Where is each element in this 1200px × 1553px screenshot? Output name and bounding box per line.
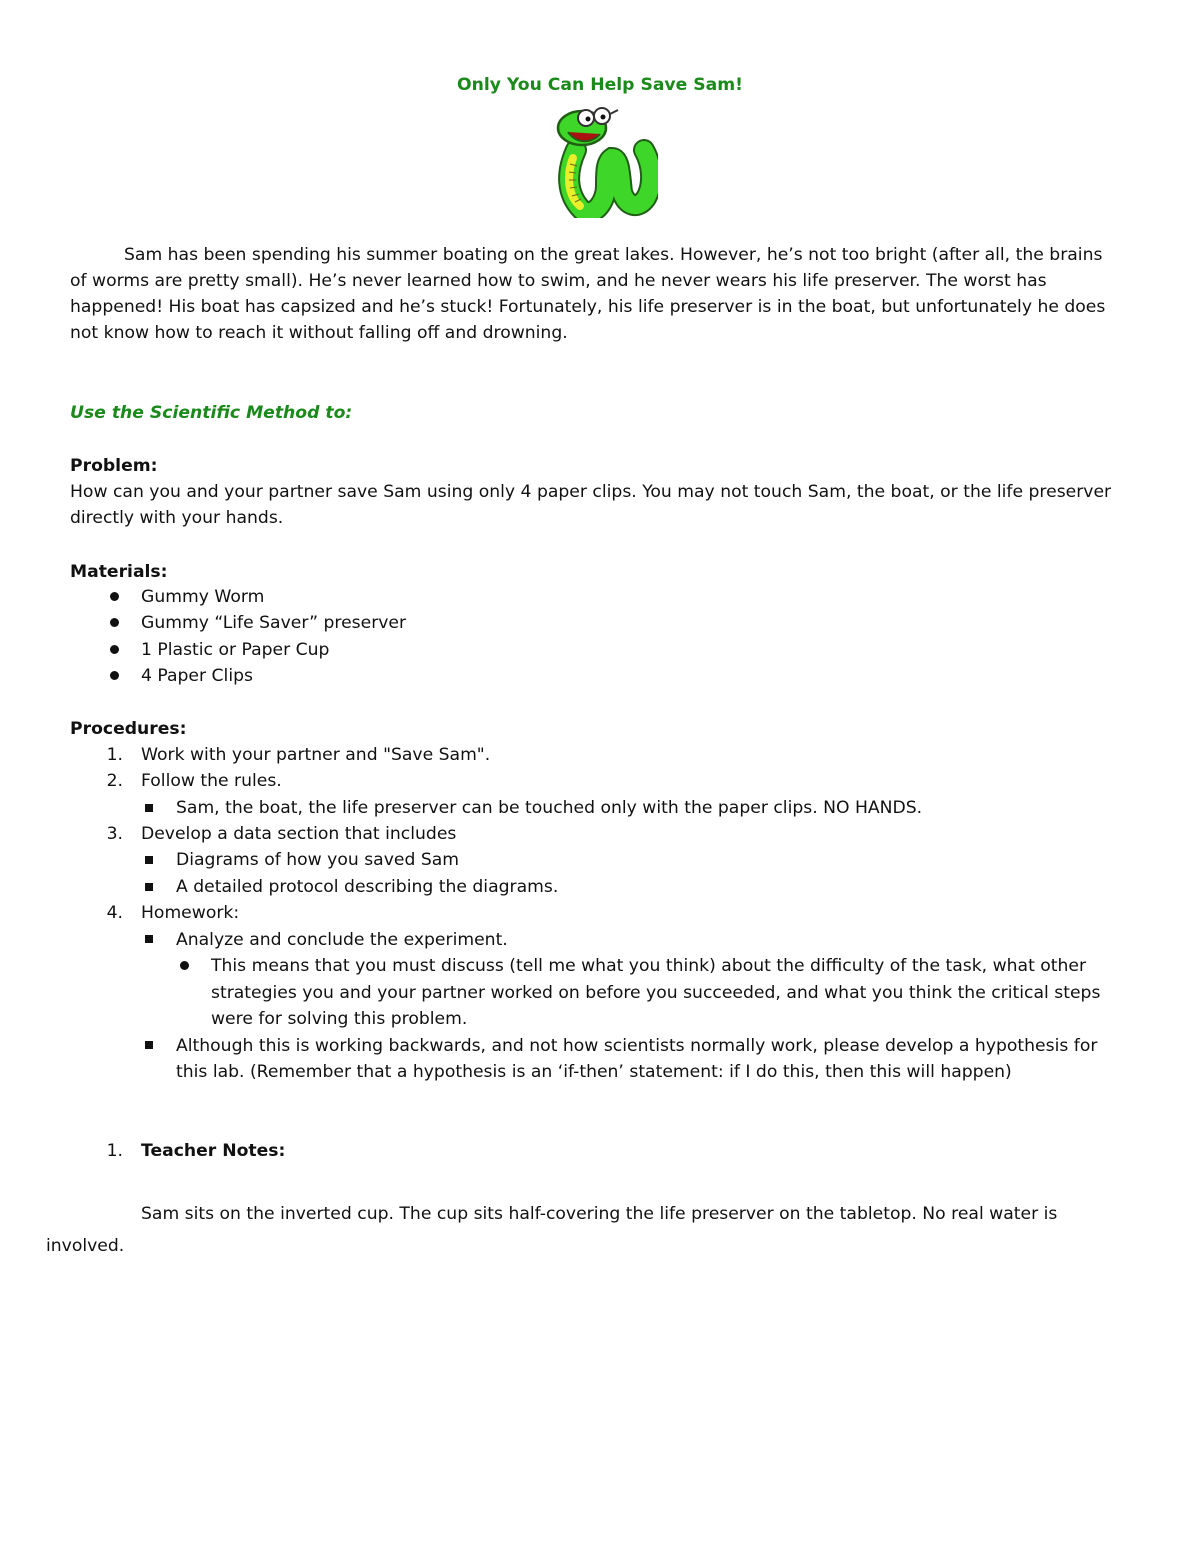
problem-line: directly with your hands. [70,508,284,528]
procedure-step: Develop a data section that includes [141,824,457,844]
teacher-notes-heading: Teacher Notes: [141,1141,286,1161]
teacher-notes-line: Sam sits on the inverted cup. The cup sits half-covering the life preserver on the tabletop. No real water is [141,1204,1058,1224]
procedure-substep: A detailed protocol describing the diagrams. [176,877,559,897]
procedure-substep: Diagrams of how you saved Sam [176,850,460,870]
intro-line: not know how to reach it without falling off and drowning. [70,323,568,343]
scientific-method-heading: Use the Scientific Method to: [70,403,353,423]
procedures-heading: Procedures: [70,719,187,739]
step-number: 1. [106,745,123,765]
intro-line: Sam has been spending his summer boating on the great lakes. However, he’s not too bright (after all, the brains [124,245,1103,265]
step-number: 4. [106,903,123,923]
intro-line: of worms are pretty small). He’s never learned how to swim, and he never wears his life preserver. The worst has [70,271,1047,291]
procedure-detail-line: were for solving this problem. [211,1009,468,1029]
materials-item: Gummy Worm [141,587,265,607]
bullet-dot-icon [110,618,119,627]
materials-item: 1 Plastic or Paper Cup [141,640,330,660]
intro-line: happened! His boat has capsized and he’s stuck! Fortunately, his life preserver is in the boat, but unfortunately he does [70,297,1106,317]
bullet-square-icon [145,935,153,943]
procedure-step: Work with your partner and "Save Sam". [141,745,491,765]
step-number: 3. [106,824,123,844]
materials-heading: Materials: [70,562,168,582]
bullet-square-icon [145,1041,153,1049]
procedure-substep: Although this is working backwards, and not how scientists normally work, please develop a hypothesis for [176,1036,1098,1056]
procedure-substep: this lab. (Remember that a hypothesis is an ‘if-then’ statement: if I do this, then this will happen) [176,1062,1012,1082]
problem-line: How can you and your partner save Sam using only 4 paper clips. You may not touch Sam, the boat, or the life preserver [70,482,1112,502]
materials-item: 4 Paper Clips [141,666,253,686]
procedure-substep: Sam, the boat, the life preserver can be touched only with the paper clips. NO HANDS. [176,798,923,818]
bullet-dot-icon [110,671,119,680]
bullet-square-icon [145,856,153,864]
document-title: Only You Can Help Save Sam! [456,75,744,95]
procedure-step: Homework: [141,903,240,923]
bullet-square-icon [145,804,153,812]
procedure-detail-line: strategies you and your partner worked on before you succeeded, and what you think the critical steps [211,983,1101,1003]
materials-item: Gummy “Life Saver” preserver [141,613,407,633]
procedure-detail-line: This means that you must discuss (tell me what you think) about the difficulty of the task, what other [211,956,1087,976]
step-number: 2. [106,771,123,791]
step-number: 1. [106,1141,123,1161]
procedure-step: Follow the rules. [141,771,282,791]
problem-heading: Problem: [70,456,158,476]
bullet-square-icon [145,883,153,891]
bullet-dot-icon [110,645,119,654]
bullet-dot-icon [110,592,119,601]
worm-icon [546,102,658,218]
procedure-substep: Analyze and conclude the experiment. [176,930,508,950]
bullet-dot-icon [180,961,189,970]
teacher-notes-line: involved. [46,1236,125,1256]
